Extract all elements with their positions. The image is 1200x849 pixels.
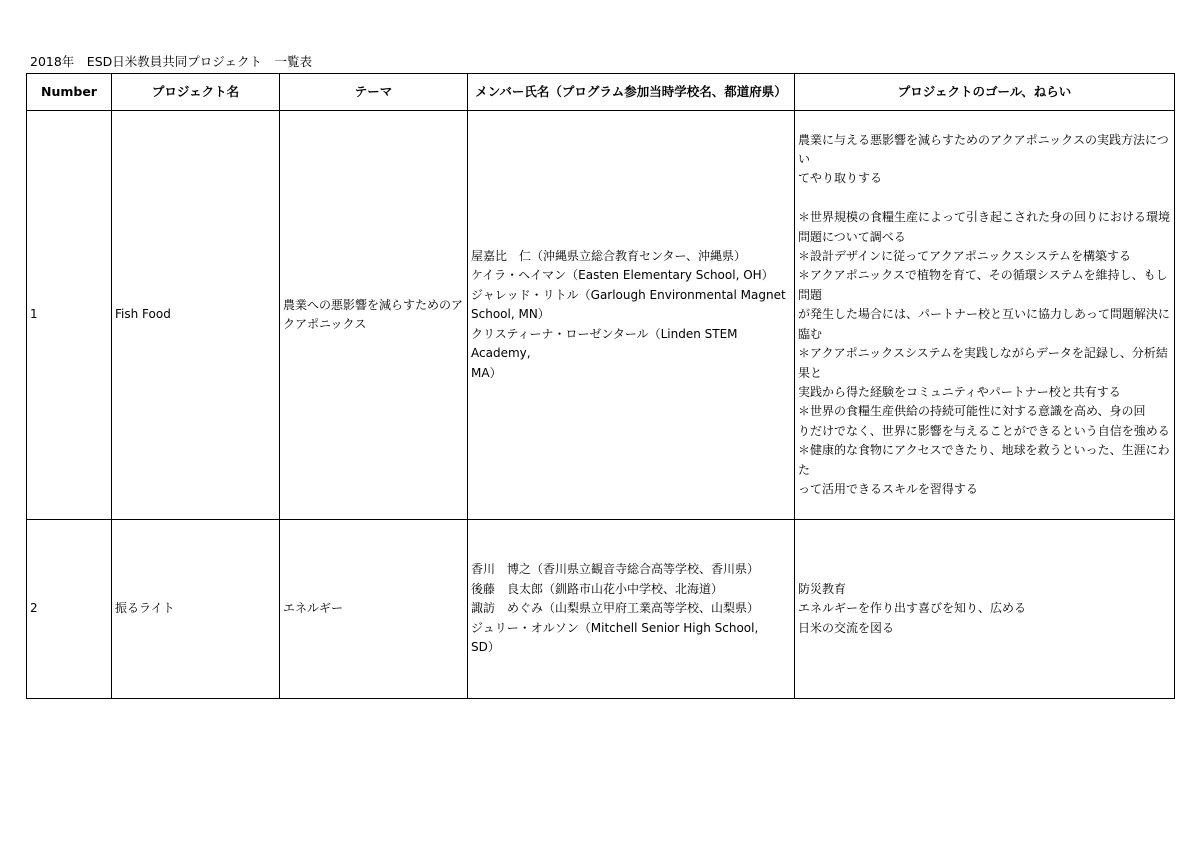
- member-line: ジュリー・オルソン（Mitchell Senior High School,: [471, 620, 759, 635]
- goal-line: ＊アクアポニックスで植物を育て、その循環システムを維持し、もし問題: [798, 268, 1168, 302]
- goal-line: 実践から得た経験をコミュニティやパートナー校と共有する: [798, 384, 1121, 399]
- member-line: SD）: [471, 640, 500, 655]
- goal-line: ＊世界の食糧生産供給の持続可能性に対する意識を高め、身の回: [798, 404, 1146, 419]
- member-line: School, MN）: [471, 307, 550, 322]
- goal-line: てやり取りする: [798, 171, 883, 186]
- goal-line: 日米の交流を図る: [798, 620, 895, 635]
- goals-cell: [795, 520, 1175, 699]
- theme-cell: [280, 111, 468, 520]
- header-project-name: プロジェクト名: [112, 74, 280, 111]
- goal-line: ＊設計デザインに従ってアクアポニックスシステムを構築する: [798, 249, 1132, 264]
- header-number: Number: [27, 74, 112, 111]
- goal-spacer: [798, 189, 1171, 208]
- theme-line: クアポニックス: [283, 317, 367, 331]
- theme-line: エネルギー: [283, 601, 344, 616]
- project-name: 振るライト: [112, 520, 280, 699]
- goal-line: 農業に与える悪影響を減らすためのアクアポニックスの実践方法につい: [798, 132, 1169, 167]
- project-name: Fish Food: [112, 111, 280, 520]
- members-cell: [468, 520, 795, 699]
- member-line: ケイラ・ヘイマン（Easten Elementary School, OH）: [471, 268, 774, 283]
- table-header-row: [27, 74, 1175, 111]
- goal-line: が発生した場合には、パートナー校と互いに協力しあって問題解決に: [798, 307, 1170, 322]
- row-number: 2: [27, 520, 112, 699]
- theme-cell: [280, 520, 468, 699]
- header-goals: プロジェクトのゴール、ねらい: [795, 74, 1175, 111]
- goal-line: ＊世界規模の食糧生産によって引き起こされた身の回りにおける環境: [798, 210, 1171, 225]
- member-line: 後藤 良太郎（釧路市山花小中学校、北海道）: [471, 581, 724, 596]
- goal-line: ＊アクアポニックスシステムを実践しながらデータを記録し、分析結果と: [798, 346, 1168, 380]
- document-title: 2018年 ESD日米教員共同プロジェクト 一覧表: [30, 54, 313, 69]
- member-line: ジャレッド・リトル（Garlough Environmental Magnet: [471, 287, 786, 302]
- row-number: 1: [27, 111, 112, 520]
- member-line: 屋嘉比 仁（沖縄県立総合教育センター、沖縄県）: [471, 249, 747, 264]
- goal-line: 防災教育: [798, 581, 847, 596]
- goal-line: ＊健康的な食物にアクセスできたり、地球を救うといった、生涯にわた: [798, 443, 1170, 477]
- goal-line: 臨む: [798, 326, 823, 341]
- theme-line: 農業への悪影響を減らすためのア: [283, 297, 464, 312]
- members-cell: [468, 111, 795, 520]
- member-line: 香川 博之（香川県立観音寺総合高等学校、香川県）: [471, 562, 760, 577]
- goal-line: 問題について調べる: [798, 229, 906, 244]
- member-line: クリスティーナ・ローゼンタール（Linden STEM Academy,: [471, 326, 738, 361]
- table-row: [27, 111, 1175, 520]
- member-line: 諏訪 めぐみ（山梨県立甲府工業高等学校、山梨県）: [471, 601, 760, 616]
- member-line: MA）: [471, 365, 502, 380]
- project-table: [26, 73, 1175, 699]
- goal-line: って活用できるスキルを習得する: [798, 481, 978, 496]
- header-members: メンバー氏名（プログラム参加当時学校名、都道府県）: [468, 74, 795, 111]
- goal-line: エネルギーを作り出す喜びを知り、広める: [798, 601, 1027, 616]
- table-row: [27, 520, 1175, 699]
- goal-line: りだけでなく、世界に影響を与えることができるという自信を強める: [798, 423, 1170, 438]
- header-theme: テーマ: [280, 74, 468, 111]
- goals-cell: [795, 111, 1175, 520]
